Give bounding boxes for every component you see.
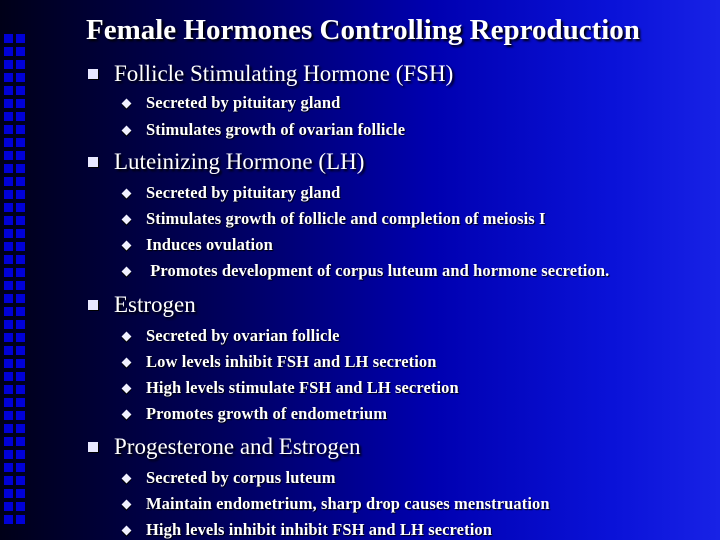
square-bullet-icon xyxy=(88,69,98,79)
bullet-item: Secreted by pituitary gland xyxy=(120,92,340,114)
bullet-item: Stimulates growth of follicle and completion of meiosis I xyxy=(120,208,546,230)
diamond-bullet-icon xyxy=(122,125,132,135)
diamond-bullet-icon xyxy=(122,499,132,509)
diamond-bullet-icon xyxy=(122,188,132,198)
diamond-bullet-icon xyxy=(122,357,132,367)
diamond-bullet-icon xyxy=(122,331,132,341)
square-bullet-icon xyxy=(88,157,98,167)
bullet-item: Secreted by corpus luteum xyxy=(120,467,336,489)
diamond-bullet-icon xyxy=(122,473,132,483)
section-heading-lh: Luteinizing Hormone (LH) xyxy=(88,147,364,177)
section-heading-estrogen: Estrogen xyxy=(88,290,196,320)
bullet-item: High levels inhibit inhibit FSH and LH secretion xyxy=(120,519,492,540)
bullet-item: Promotes development of corpus luteum and hormone secretion. xyxy=(120,260,609,282)
diamond-bullet-icon xyxy=(122,409,132,419)
square-bullet-icon xyxy=(88,300,98,310)
diamond-bullet-icon xyxy=(122,525,132,535)
bullet-item: Induces ovulation xyxy=(120,234,273,256)
slide-title: Female Hormones Controlling Reproduction xyxy=(86,14,640,46)
bullet-item: Stimulates growth of ovarian follicle xyxy=(120,119,405,141)
bullet-item: Promotes growth of endometrium xyxy=(120,403,387,425)
diamond-bullet-icon xyxy=(122,240,132,250)
diamond-bullet-icon xyxy=(122,98,132,108)
bullet-item: Secreted by pituitary gland xyxy=(120,182,340,204)
section-heading-progesterone-estrogen: Progesterone and Estrogen xyxy=(88,432,361,462)
bullet-item: High levels stimulate FSH and LH secretion xyxy=(120,377,459,399)
diamond-bullet-icon xyxy=(122,266,132,276)
bullet-item: Maintain endometrium, sharp drop causes menstruation xyxy=(120,493,550,515)
bullet-item: Secreted by ovarian follicle xyxy=(120,325,340,347)
square-bullet-icon xyxy=(88,442,98,452)
bullet-item: Low levels inhibit FSH and LH secretion xyxy=(120,351,437,373)
diamond-bullet-icon xyxy=(122,383,132,393)
diamond-bullet-icon xyxy=(122,214,132,224)
section-heading-fsh: Follicle Stimulating Hormone (FSH) xyxy=(88,59,453,89)
